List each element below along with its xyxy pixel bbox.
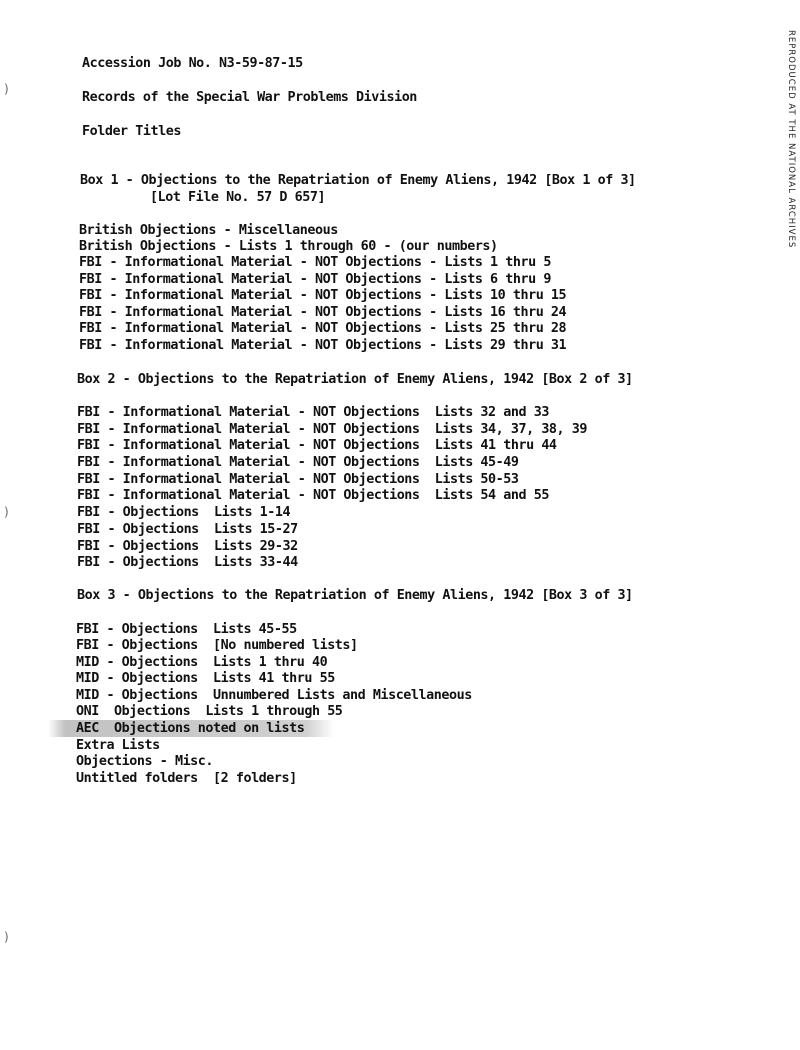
box-1-folder: British Objections - Lists 1 through 60 - (our numbers) (79, 239, 498, 254)
box-3-folder: Untitled folders [2 folders] (76, 771, 297, 786)
box-3-folder: MID - Objections Unnumbered Lists and Miscellaneous (76, 688, 472, 703)
box-3-folder-highlighted: AEC Objections noted on lists (48, 720, 334, 737)
margin-mark: ) (4, 505, 9, 519)
box-3-folder: Objections - Misc. (76, 754, 214, 769)
box-2-folder: FBI - Informational Material - NOT Objections Lists 34, 37, 38, 39 (77, 422, 587, 437)
box-3-folder: Extra Lists (76, 738, 160, 753)
margin-mark: ) (4, 930, 9, 944)
box-1-folder: FBI - Informational Material - NOT Objections - Lists 16 thru 24 (79, 305, 567, 320)
box-2-heading: Box 2 - Objections to the Repatriation of Enemy Aliens, 1942 [Box 2 of 3] (77, 372, 633, 387)
box-1-heading: Box 1 - Objections to the Repatriation of Enemy Aliens, 1942 [Box 1 of 3] (80, 173, 636, 188)
box-3-folder: MID - Objections Lists 1 thru 40 (76, 655, 328, 670)
box-3-folder: ONI Objections Lists 1 through 55 (76, 704, 343, 719)
box-1-folder: FBI - Informational Material - NOT Objections - Lists 1 thru 5 (79, 255, 551, 270)
box-3-folder: FBI - Objections [No numbered lists] (76, 638, 358, 653)
box-2-folder: FBI - Objections Lists 15-27 (77, 522, 298, 537)
box-1-folder: FBI - Informational Material - NOT Objections - Lists 6 thru 9 (79, 272, 551, 287)
folder-titles-heading: Folder Titles (82, 124, 181, 139)
lot-file-number: [Lot File No. 57 D 657] (150, 190, 326, 205)
box-2-folder: FBI - Informational Material - NOT Objections Lists 50-53 (77, 472, 519, 487)
box-1-folder: FBI - Informational Material - NOT Objections - Lists 29 thru 31 (79, 338, 567, 353)
accession-job-number: Accession Job No. N3-59-87-15 (82, 56, 303, 71)
box-2-folder: FBI - Informational Material - NOT Objections Lists 32 and 33 (77, 405, 549, 420)
box-1-folder: FBI - Informational Material - NOT Objections - Lists 10 thru 15 (79, 288, 567, 303)
archives-side-stamp: REPRODUCED AT THE NATIONAL ARCHIVES (786, 30, 796, 249)
margin-mark: ) (4, 82, 9, 96)
box-2-folder: FBI - Objections Lists 29-32 (77, 539, 298, 554)
box-2-folder: FBI - Informational Material - NOT Objections Lists 45-49 (77, 455, 519, 470)
box-3-folder: FBI - Objections Lists 45-55 (76, 622, 297, 637)
box-2-folder: FBI - Objections Lists 33-44 (77, 555, 298, 570)
box-1-folder: FBI - Informational Material - NOT Objections - Lists 25 thru 28 (79, 321, 567, 336)
box-2-folder: FBI - Informational Material - NOT Objections Lists 54 and 55 (77, 488, 549, 503)
box-1-folder: British Objections - Miscellaneous (79, 223, 338, 238)
box-2-folder: FBI - Informational Material - NOT Objections Lists 41 thru 44 (77, 438, 557, 453)
box-3-heading: Box 3 - Objections to the Repatriation of Enemy Aliens, 1942 [Box 3 of 3] (77, 588, 633, 603)
records-title: Records of the Special War Problems Division (82, 90, 417, 105)
box-2-folder: FBI - Objections Lists 1-14 (77, 505, 291, 520)
box-3-folder: MID - Objections Lists 41 thru 55 (76, 671, 335, 686)
